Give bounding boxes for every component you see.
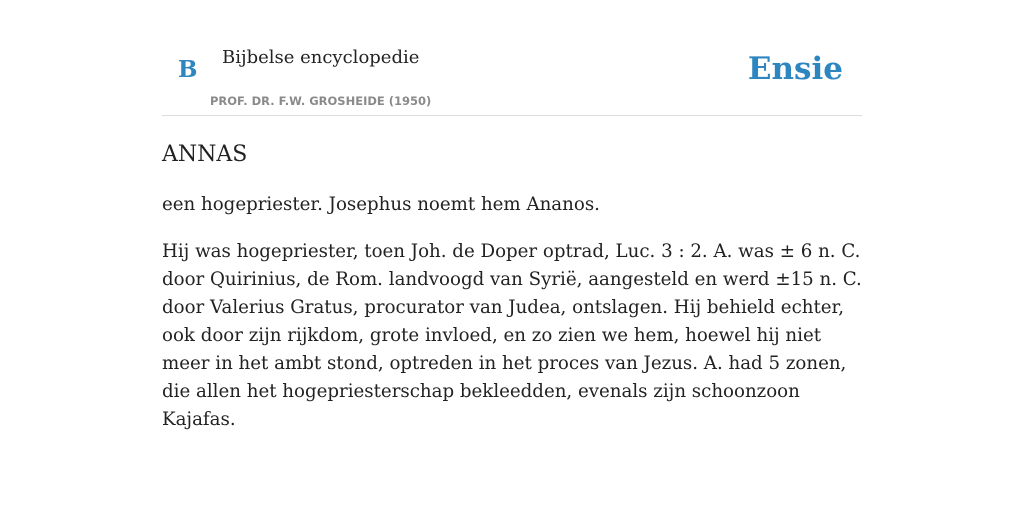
book-header: [162, 0, 862, 116]
ensie-logo-link[interactable]: Ensie: [747, 51, 843, 87]
article-paragraph-1: een hogepriester. Josephus noemt hem Ananos.: [162, 194, 600, 215]
entry-title: ANNAS: [162, 142, 248, 167]
book-title-link[interactable]: Bijbelse encyclopedie: [222, 47, 420, 68]
article: [162, 138, 862, 434]
book-author: PROF. DR. F.W. GROSHEIDE (1950): [210, 94, 432, 108]
article-paragraph-2: Hij was hogepriester, toen Joh. de Doper optrad, Luc. 3 : 2. A. was ± 6 n. C. door Quirinius, de Rom. landvoogd van Syrië, aangesteld en werd ±15 n. C. door Valerius Gratus, procurator van Judea, ontslagen. Hij behield echter, ook door zijn rijkdom, grote invloed, en zo zien we hem, hoewel hij niet meer in het ambt stond, optreden in het proces van Jezus. A. had 5 zonen, die allen het hogepriesterschap bekleedden, evenals zijn schoonzoon Kajafas.: [162, 241, 862, 430]
book-letter-icon[interactable]: B: [178, 56, 198, 83]
